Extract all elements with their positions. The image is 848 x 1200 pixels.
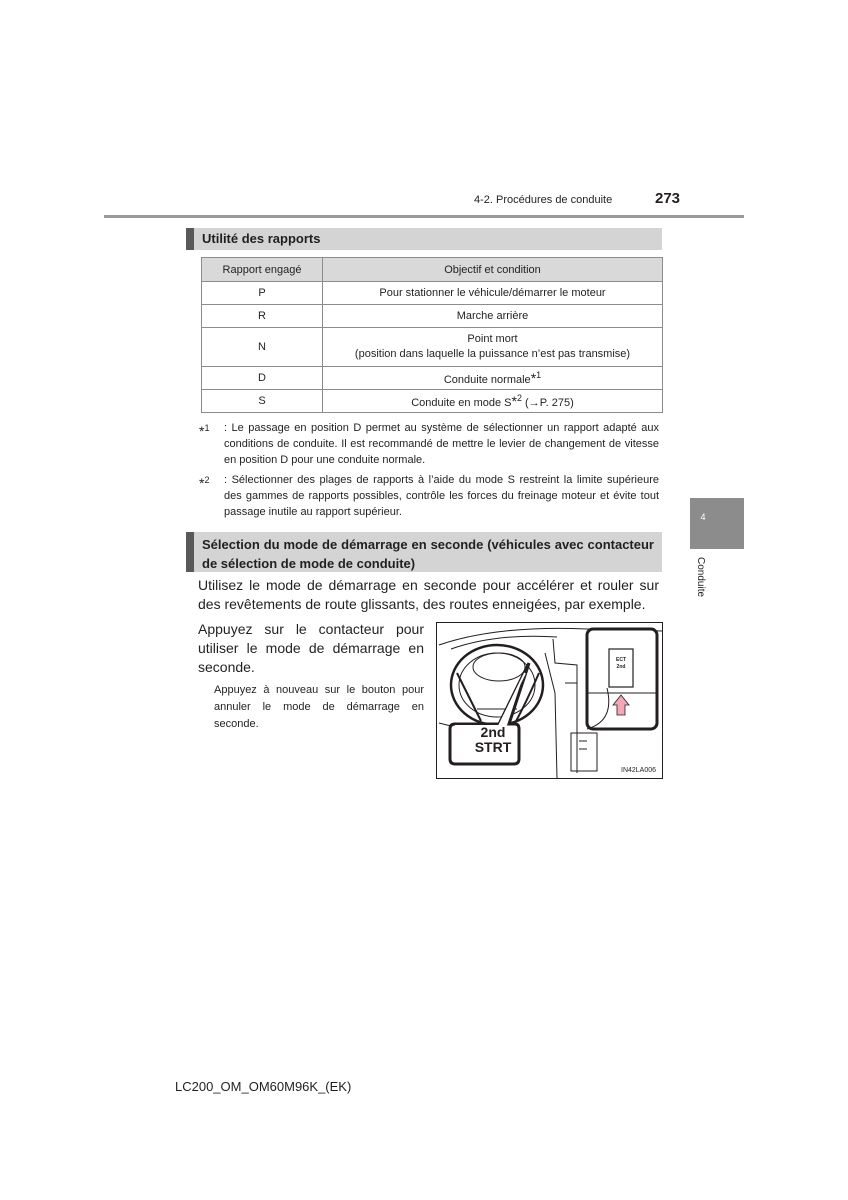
badge-line-2: STRT [474, 739, 512, 755]
footer-doc-code: LC200_OM_OM60M96K_(EK) [175, 1079, 352, 1094]
switch-label-2: 2nd [616, 664, 626, 670]
purpose-cell: Pour stationner le véhicule/démarrer le moteur [323, 282, 663, 305]
table-row [202, 282, 663, 305]
chapter-tab-label: Conduite [695, 557, 706, 598]
gear-cell: D [202, 367, 323, 390]
purpose-line: Point mort [467, 333, 518, 345]
table-row [202, 390, 663, 413]
chapter-tab-number: 4 [700, 512, 706, 522]
table-row [202, 367, 663, 390]
header-rule [104, 215, 744, 218]
gear-table [201, 257, 663, 413]
footnote-marker: *$^1$ [199, 423, 210, 439]
footnote-text: : Sélectionner des plages de rapports à l’aide du mode S restreint la limite supérieure des gammes de rapports possibles, contrôle les forces du freinage moteur et évite tout passage inutile au rapport supérieur. [224, 474, 659, 518]
footnote-text: : Le passage en position D permet au système de sélectionner un rapport adapté aux conditions de conduite. Il est recommandé de mettre le levier de changement de vitesse en position D pour une conduite normale. [224, 422, 659, 466]
purpose-cell [323, 390, 663, 413]
section-heading-gear-use: Utilité des rapports [186, 228, 662, 250]
footnote-marker: *$^2$ [199, 475, 210, 491]
footnote-star: * [511, 393, 517, 409]
substep-text: Appuyez à nouveau sur le bouton pour annuler le mode de démarrage en seconde. [214, 684, 424, 730]
section-heading-second-start: Sélection du mode de démarrage en seconde (véhicules avec contacteur de sélection de mode de conduite) [186, 532, 662, 572]
chapter-title: 4-2. Procédures de conduite [474, 194, 613, 206]
table-row [202, 328, 663, 367]
badge-line-1: 2nd [480, 724, 506, 740]
footnote-ref: 2 [516, 393, 522, 403]
second-start-badge [463, 725, 523, 755]
footnote-ref: 1 [536, 370, 542, 380]
table-header-purpose: Objectif et condition [323, 258, 663, 282]
gear-cell: S [202, 390, 323, 413]
table-header-gear: Rapport engagé [202, 258, 323, 282]
switch-label-1: ECT [616, 657, 626, 663]
chapter-tab [690, 498, 744, 549]
ect-switch-label [610, 657, 632, 671]
gear-cell: N [202, 328, 323, 367]
purpose-cell [323, 328, 663, 367]
footnote-star: * [530, 370, 537, 386]
footnote-2 [199, 472, 659, 520]
page-number: 273 [655, 190, 681, 207]
step-text: Appuyez sur le contacteur pour utiliser le mode de démarrage en seconde. [198, 621, 424, 675]
gear-cell: R [202, 305, 323, 328]
figure-code: IN42LA006 [621, 767, 657, 774]
gear-cell: P [202, 282, 323, 305]
purpose-text: Conduite normale [443, 374, 531, 386]
purpose-cell: Marche arrière [323, 305, 663, 328]
purpose-text: Conduite en mode S [411, 397, 512, 409]
table-row [202, 305, 663, 328]
switch-zoom-callout [587, 629, 657, 729]
page-reference: (→P. 275) [521, 397, 574, 409]
purpose-cell [323, 367, 663, 390]
intro-paragraph: Utilisez le mode de démarrage en seconde pour accélérer et rouler sur des revêtements de route glissants, des routes enneigées, par exemple. [198, 577, 659, 612]
dashboard-illustration [436, 622, 663, 779]
footnote-1 [199, 420, 659, 468]
purpose-line: (position dans laquelle la puissance n’est pas transmise) [354, 348, 631, 360]
table-header-row [202, 258, 663, 282]
